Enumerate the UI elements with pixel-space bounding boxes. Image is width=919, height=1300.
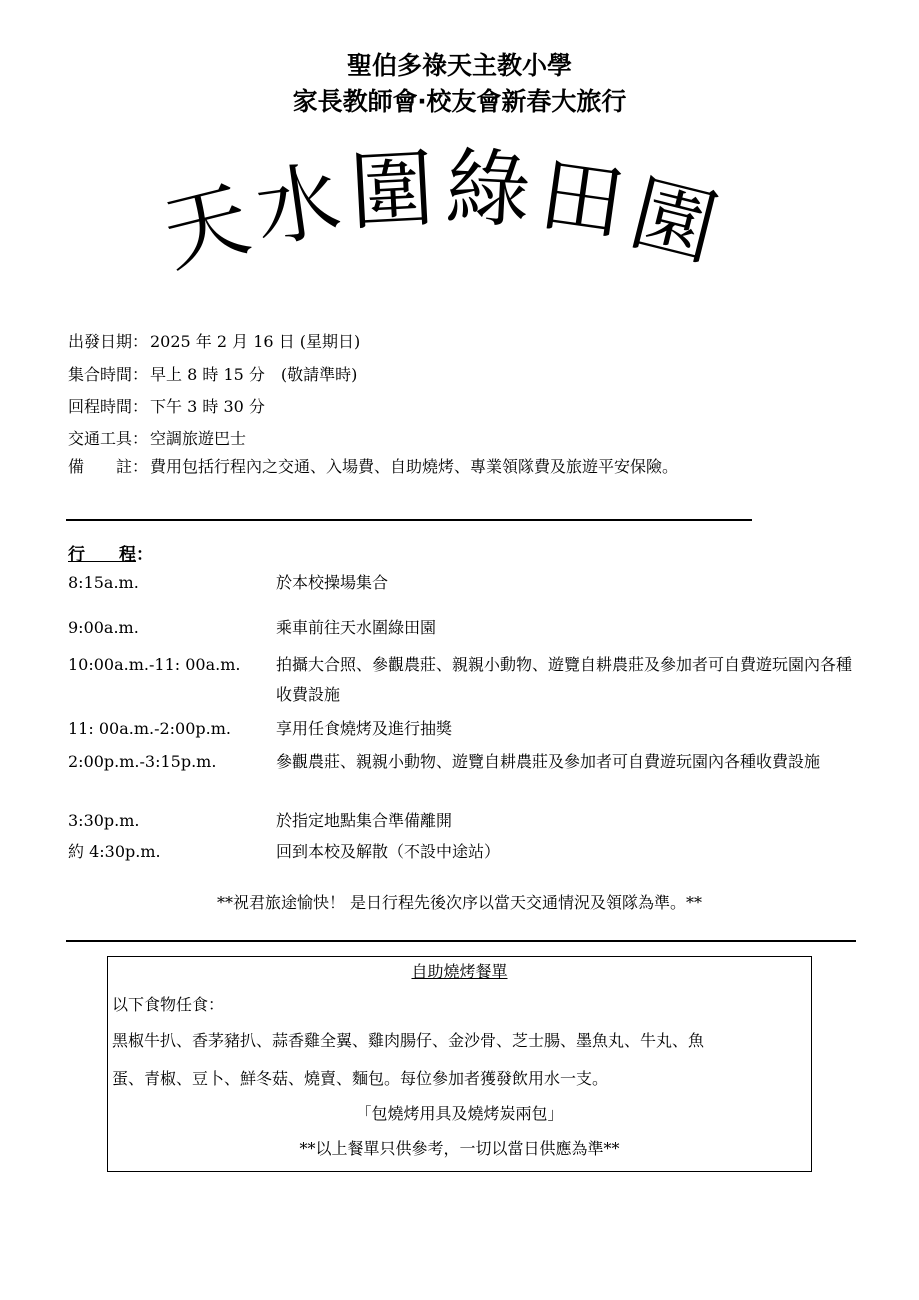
menu-items: 蛋、青椒、豆卜、鮮冬菇、燒賣、麵包。每位參加者獲發飲用水一支。 (112, 1069, 609, 1088)
destination-title (153, 137, 760, 290)
divider (66, 519, 752, 521)
menu-note: **以上餐單只供參考，一切以當日供應為準** (299, 1139, 620, 1158)
schedule-time: 約 4:30p.m. (68, 842, 161, 861)
schedule-desc: 拍攝大合照、參觀農莊、親親小動物、遊覽自耕農莊及參加者可自費遊玩園內各種收費設施 (276, 655, 853, 704)
destination-char: 圍 (347, 139, 437, 243)
schedule-time: 8:15a.m. (68, 573, 139, 592)
info-label: 回程時間： (68, 397, 149, 416)
wish-note: **祝君旅途愉快！ 是日行程先後次序以當天交通情況及領隊為準。** (216, 893, 703, 912)
schedule-title-colon: ： (136, 545, 153, 565)
info-label: 出發日期： (68, 332, 149, 351)
schedule-desc: 享用任食燒烤及進行抽獎 (276, 719, 453, 738)
destination-char: 天 (153, 169, 259, 285)
info-return-time (68, 396, 265, 418)
destination-char: 水 (249, 150, 347, 260)
schedule-time: 10:00a.m.-11: 00a.m. (68, 655, 241, 674)
schedule-time: 3:30p.m. (68, 811, 140, 830)
school-name: 聖伯多祿天主教小學 (346, 51, 572, 80)
destination-char: 園 (621, 163, 727, 279)
info-label: 備 註： (68, 457, 149, 476)
info-label: 集合時間： (68, 365, 149, 384)
schedule-title-char: 程 (119, 545, 136, 565)
info-value: 費用包括行程內之交通、入場費、自助燒烤、專業領隊費及旅遊平安保險。 (150, 457, 679, 476)
schedule-desc: 於指定地點集合準備離開 (276, 811, 453, 830)
schedule-time: 11: 00a.m.-2:00p.m. (68, 719, 231, 738)
divider (66, 940, 856, 942)
destination-char: 綠 (443, 137, 533, 241)
schedule-desc: 於本校操場集合 (276, 573, 389, 592)
schedule-title (68, 544, 153, 566)
info-assembly-time (68, 364, 357, 386)
schedule-title-char: 行 (68, 545, 85, 565)
menu-intro: 以下食物任食： (112, 995, 225, 1014)
menu-included: 「包燒烤用具及燒烤炭兩包」 (355, 1104, 564, 1123)
menu-title: 自助燒烤餐單 (411, 962, 508, 981)
bbq-menu-box (107, 956, 812, 1172)
event-title: 家長教師會‧校友會新春大旅行 (292, 87, 627, 116)
info-date (68, 331, 360, 353)
info-value: 空調旅遊巴士 (150, 429, 247, 448)
schedule-time: 2:00p.m.-3:15p.m. (68, 752, 217, 771)
info-remarks (68, 456, 678, 478)
info-label: 交通工具： (68, 429, 149, 448)
info-value: 2025 年 2 月 16 日 (星期日) (150, 332, 361, 351)
info-value: 下午 3 時 30 分 (150, 397, 265, 416)
schedule-time: 9:00a.m. (68, 618, 139, 637)
info-value: 早上 8 時 15 分 (敬請準時) (150, 365, 358, 384)
menu-items: 黑椒牛扒、香茅豬扒、蒜香雞全翼、雞肉腸仔、金沙骨、芝士腸、墨魚丸、牛丸、魚 (112, 1031, 705, 1050)
schedule-desc: 乘車前往天水圍綠田園 (276, 618, 437, 637)
destination-char: 田 (533, 144, 631, 254)
schedule-desc: 回到本校及解散（不設中途站） (276, 842, 501, 861)
schedule-desc: 參觀農莊、親親小動物、遊覽自耕農莊及參加者可自費遊玩園內各種收費設施 (276, 752, 821, 771)
info-transport (68, 428, 246, 450)
